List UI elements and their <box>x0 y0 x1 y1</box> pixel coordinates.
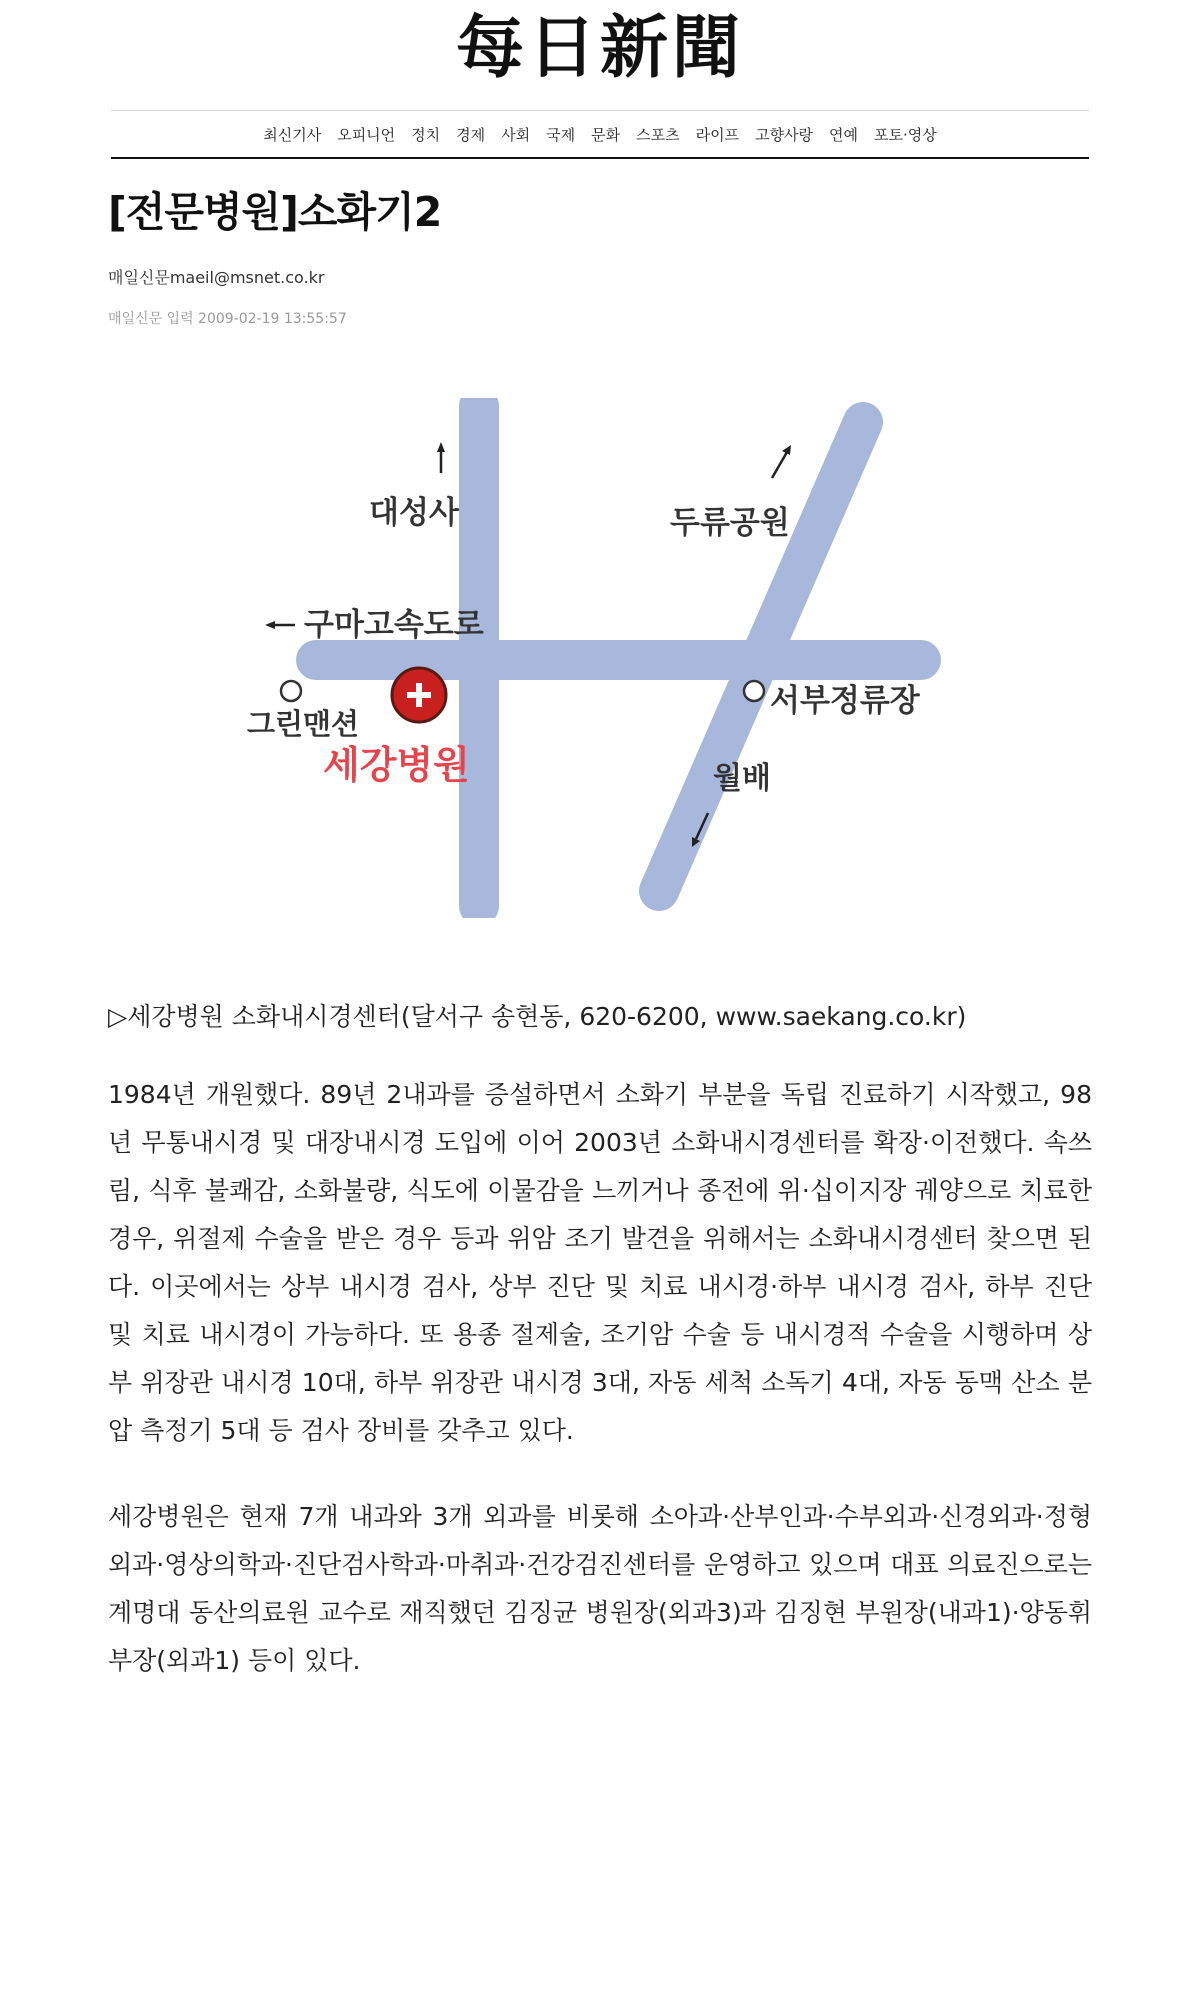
nav-item-life[interactable]: 라이프 <box>695 125 740 144</box>
article <box>0 187 1200 1685</box>
seobu-terminal-marker-icon <box>744 681 764 701</box>
label-daeseongsa: 대성사 <box>369 495 459 531</box>
masthead <box>0 0 1200 98</box>
newspaper-logo[interactable]: 每日新聞 <box>455 8 744 88</box>
nav-item-opinion[interactable]: 오피니언 <box>337 125 396 144</box>
nav-item-hometown[interactable]: 고향사랑 <box>755 125 814 144</box>
nav-item-international[interactable]: 국제 <box>546 125 576 144</box>
label-durugongwon: 두류공원 <box>670 505 790 541</box>
nav-item-photo-video[interactable]: 포토·영상 <box>874 125 937 144</box>
label-green-mansion: 그린맨션 <box>247 707 360 741</box>
article-paragraph-2: 세강병원은 현재 7개 내과와 3개 외과를 비롯해 소아과·산부인과·수부외과·신경외과·정형외과·영상의학과·진단검사학과·마취과·건강검진센터를 운영하고 있으며 대표 의료진으로는 계명대 동산의료원 교수로 재직했던 김징균 병원장(외과3)과 김징현 부원장(내과1)·양동휘 부장(외과1) 등이 있다. <box>108 1502 1092 1675</box>
main-nav <box>111 110 1089 159</box>
green-mansion-marker-icon <box>281 681 301 701</box>
label-wolbae: 월배 <box>713 761 771 796</box>
nav-item-culture[interactable]: 문화 <box>591 125 621 144</box>
arrow-up-right-icon <box>772 445 791 478</box>
label-guma-highway: 구마고속도로 <box>304 607 484 643</box>
nav-item-latest[interactable]: 최신기사 <box>263 125 322 144</box>
arrow-left-icon <box>265 621 295 629</box>
article-title: [전문병원]소화기2 <box>108 188 442 236</box>
article-date: 매일신문 입력 2009-02-19 13:55:57 <box>108 311 347 327</box>
nav-item-society[interactable]: 사회 <box>501 125 531 144</box>
nav-item-economy[interactable]: 경제 <box>456 125 486 144</box>
label-seobu-terminal: 서부정류장 <box>770 683 920 719</box>
label-hospital: 세강병원 <box>323 743 470 787</box>
hospital-contact-info: ▷세강병원 소화내시경센터(달서구 송현동, 620-6200, www.saekang.co.kr) <box>108 1002 967 1031</box>
hospital-cross-icon <box>392 668 446 722</box>
nav-item-entertainment[interactable]: 연예 <box>829 125 859 144</box>
location-map-graphic <box>194 398 1054 918</box>
article-byline[interactable]: 매일신문maeil@msnet.co.kr <box>108 268 325 287</box>
article-paragraph-1: 1984년 개원했다. 89년 2내과를 증설하면서 소화기 부분을 독립 진료하기 시작했고, 98년 무통내시경 및 대장내시경 도입에 이어 2003년 소화내시경센터를 확장·이전했다. 속쓰림, 식후 불쾌감, 소화불량, 식도에 이물감을 느끼거나 종전에 위·십이지장 궤양으로 치료한 경우, 위절제 수술을 받은 경우 등과 위암 조기 발견을 위해서는 소화내시경센터 찾으면 된다. 이곳에서는 상부 내시경 검사, 상부 진단 및 치료 내시경·하부 내시경 검사, 하부 진단 및 치료 내시경이 가능하다. 또 용종 절제술, 조기암 수술 등 내시경적 수술을 시행하며 상부 위장관 내시경 10대, 하부 위장관 내시경 3대, 자동 세척 소독기 4대, 자동 동맥 산소 분압 측정기 5대 등 검사 장비를 갖추고 있다. <box>108 1080 1092 1445</box>
nav-item-politics[interactable]: 정치 <box>411 125 441 144</box>
arrow-up-icon <box>437 442 445 473</box>
location-map <box>194 398 1054 918</box>
nav-item-sports[interactable]: 스포츠 <box>636 125 680 144</box>
